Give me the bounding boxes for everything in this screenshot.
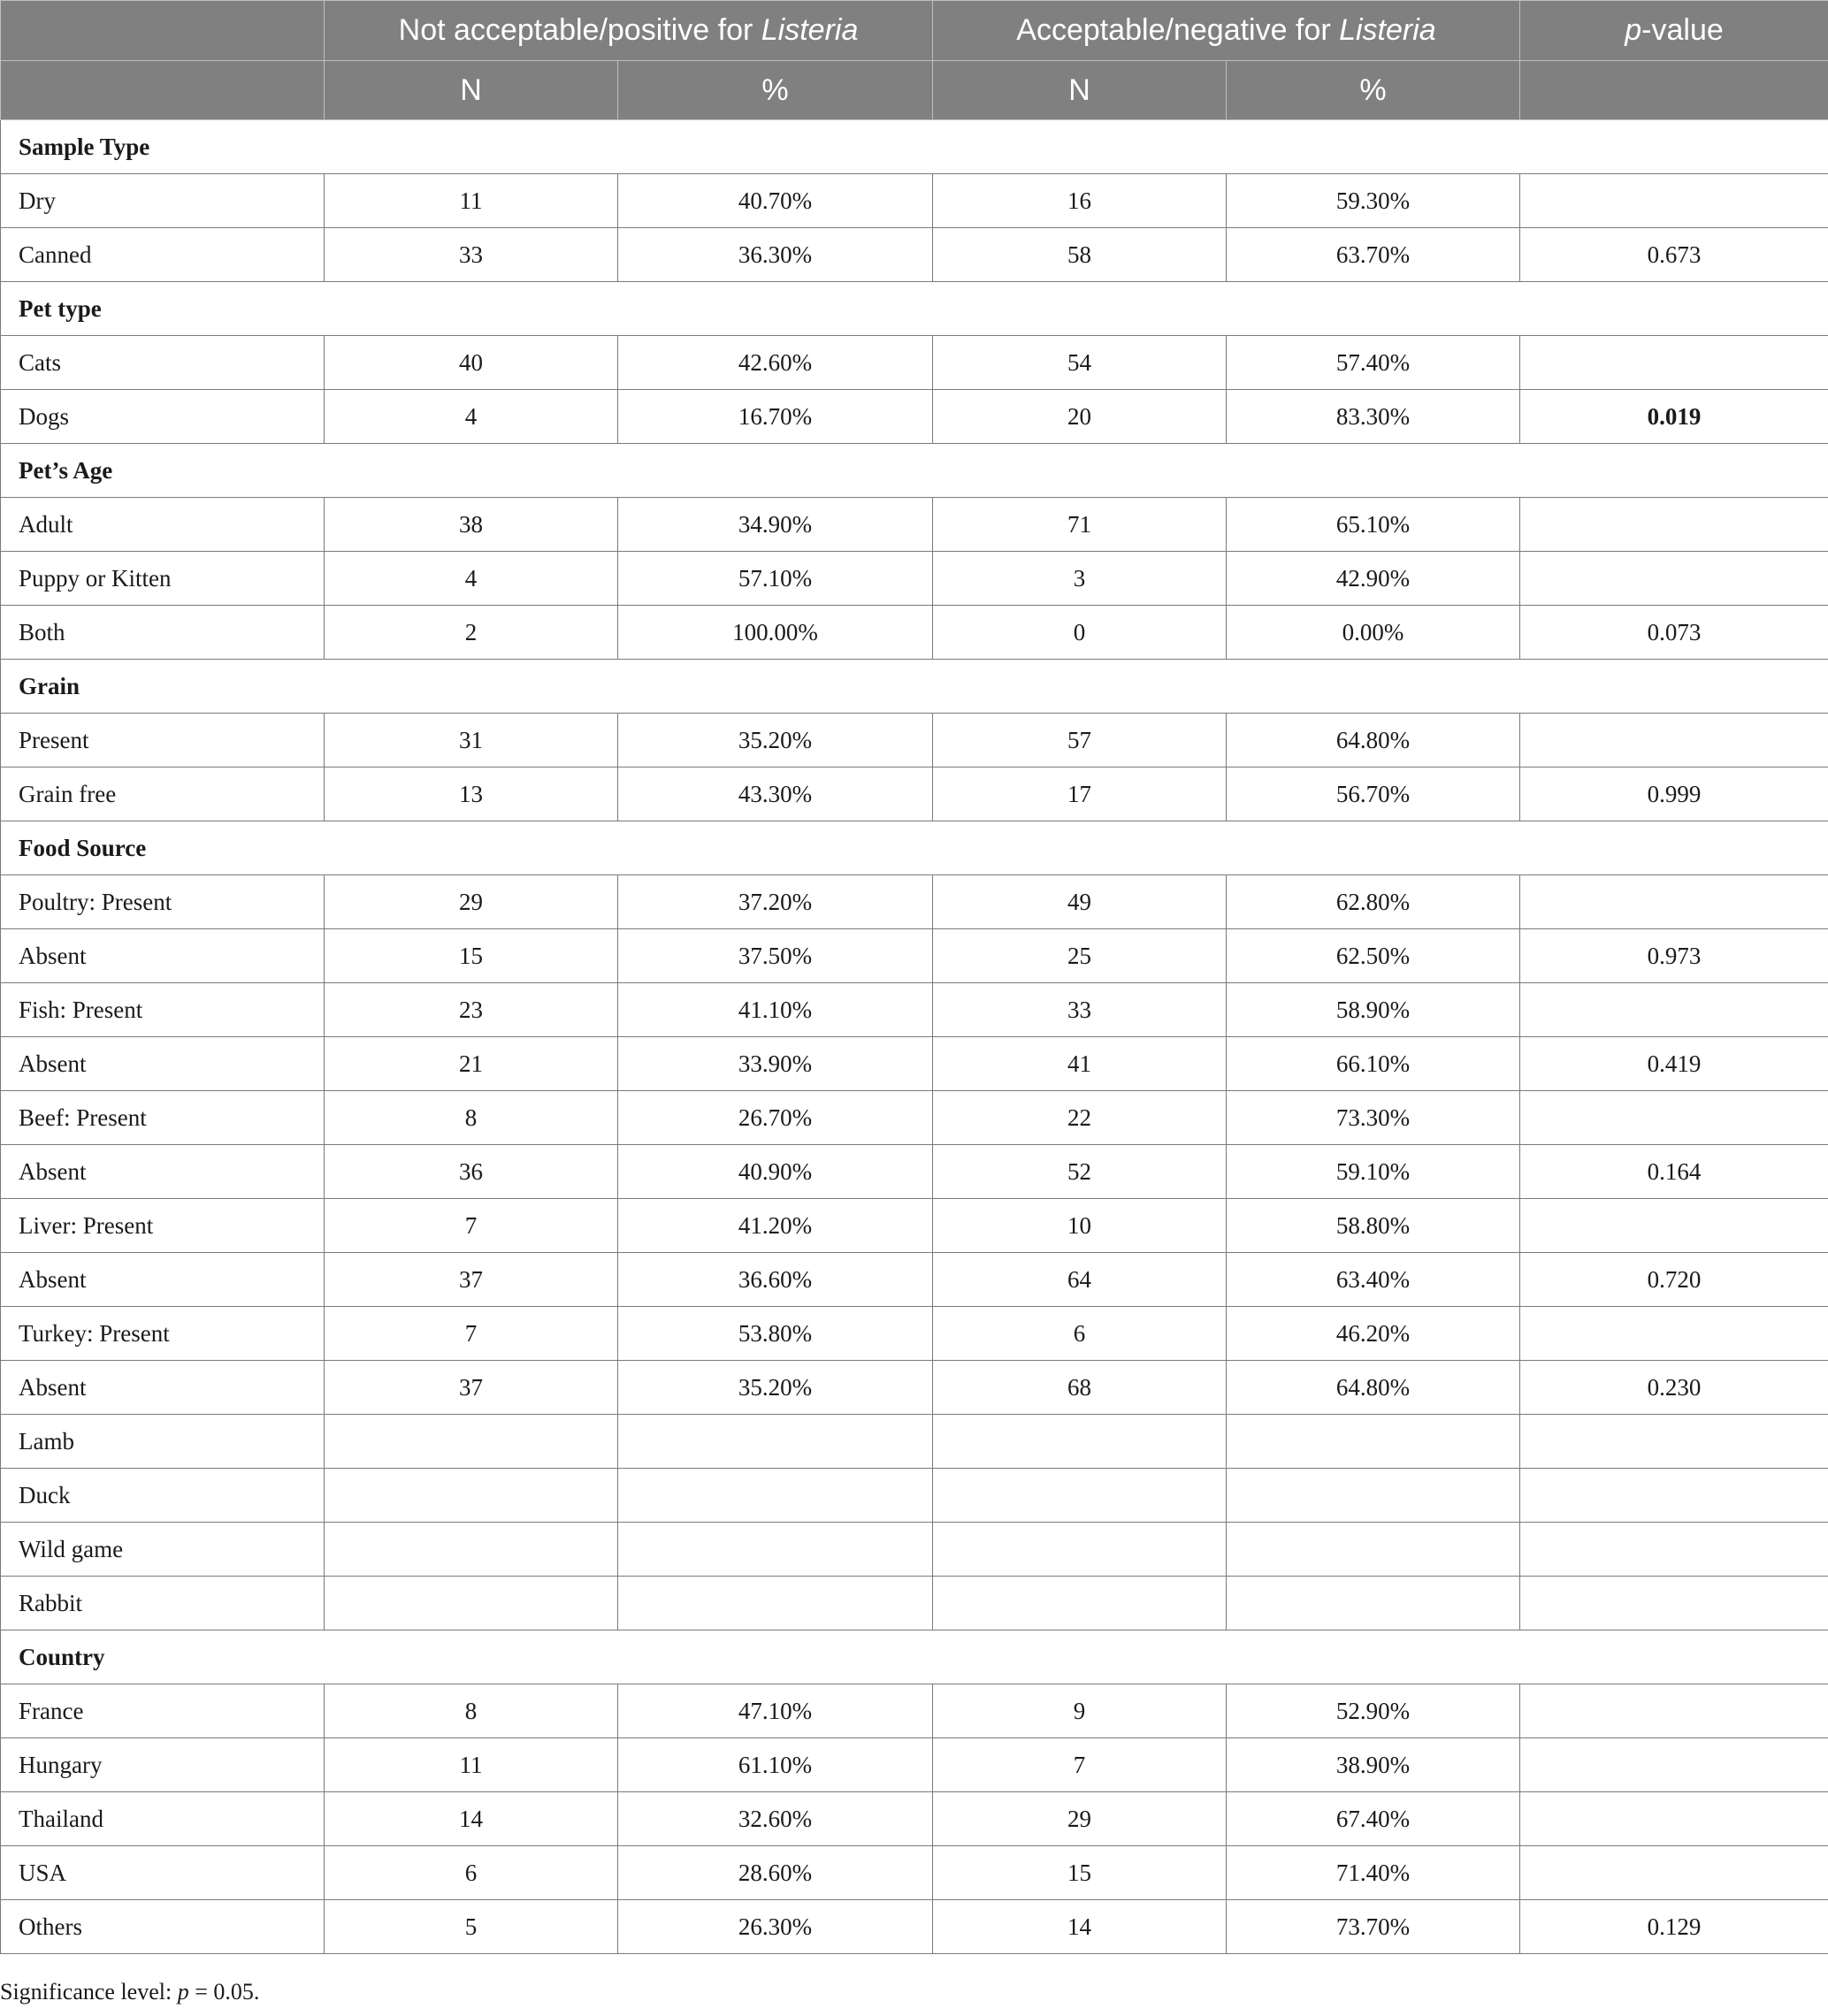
- row-label-cell: Wild game: [1, 1523, 325, 1577]
- percent-not-acceptable-cell: 37.20%: [618, 875, 933, 929]
- section-label: Food Source: [1, 821, 1828, 875]
- count-not-acceptable-cell: 23: [325, 983, 618, 1037]
- section-header-row: [1, 821, 1828, 875]
- count-acceptable-cell: 58: [933, 228, 1227, 282]
- percent-acceptable-cell: 0.00%: [1227, 606, 1520, 660]
- p-value-cell: 0.073: [1520, 606, 1828, 660]
- percent-acceptable-cell: 63.70%: [1227, 228, 1520, 282]
- count-not-acceptable-cell: [325, 1469, 618, 1523]
- count-acceptable-cell: 52: [933, 1145, 1227, 1199]
- header-n-group2: N: [933, 61, 1227, 120]
- percent-not-acceptable-cell: [618, 1577, 933, 1630]
- p-value-cell: 0.419: [1520, 1037, 1828, 1091]
- percent-acceptable-cell: [1227, 1577, 1520, 1630]
- table-row: [1, 1523, 1828, 1577]
- row-label-cell: Absent: [1, 1361, 325, 1415]
- count-not-acceptable-cell: 14: [325, 1792, 618, 1846]
- row-label-cell: Others: [1, 1900, 325, 1954]
- table-row: [1, 1361, 1828, 1415]
- section-label: Grain: [1, 660, 1828, 714]
- percent-acceptable-cell: 59.30%: [1227, 174, 1520, 228]
- count-not-acceptable-cell: 40: [325, 336, 618, 390]
- count-acceptable-cell: 41: [933, 1037, 1227, 1091]
- percent-not-acceptable-cell: 40.70%: [618, 174, 933, 228]
- count-acceptable-cell: 17: [933, 767, 1227, 821]
- percent-not-acceptable-cell: 57.10%: [618, 552, 933, 606]
- count-not-acceptable-cell: 21: [325, 1037, 618, 1091]
- percent-acceptable-cell: 83.30%: [1227, 390, 1520, 444]
- table-row: [1, 1199, 1828, 1253]
- percent-not-acceptable-cell: 28.60%: [618, 1846, 933, 1900]
- count-not-acceptable-cell: 7: [325, 1307, 618, 1361]
- row-label-cell: Dogs: [1, 390, 325, 444]
- row-label-cell: Fish: Present: [1, 983, 325, 1037]
- count-not-acceptable-cell: 33: [325, 228, 618, 282]
- row-label-cell: Puppy or Kitten: [1, 552, 325, 606]
- percent-acceptable-cell: 46.20%: [1227, 1307, 1520, 1361]
- row-label-cell: Beef: Present: [1, 1091, 325, 1145]
- row-label-cell: Adult: [1, 498, 325, 552]
- table-row: [1, 1577, 1828, 1630]
- table-row: [1, 1307, 1828, 1361]
- p-value-cell: 0.673: [1520, 228, 1828, 282]
- percent-not-acceptable-cell: 47.10%: [618, 1684, 933, 1738]
- count-acceptable-cell: 7: [933, 1738, 1227, 1792]
- percent-not-acceptable-cell: 53.80%: [618, 1307, 933, 1361]
- percent-acceptable-cell: 38.90%: [1227, 1738, 1520, 1792]
- percent-acceptable-cell: 58.80%: [1227, 1199, 1520, 1253]
- percent-not-acceptable-cell: 26.70%: [618, 1091, 933, 1145]
- section-label: Country: [1, 1630, 1828, 1684]
- p-value-cell: 0.973: [1520, 929, 1828, 983]
- p-value-cell: [1520, 983, 1828, 1037]
- p-value-cell: [1520, 1091, 1828, 1145]
- count-not-acceptable-cell: 29: [325, 875, 618, 929]
- table-row: [1, 228, 1828, 282]
- count-not-acceptable-cell: 7: [325, 1199, 618, 1253]
- p-value-cell: 0.720: [1520, 1253, 1828, 1307]
- count-not-acceptable-cell: 11: [325, 1738, 618, 1792]
- percent-not-acceptable-cell: 61.10%: [618, 1738, 933, 1792]
- p-value-cell: [1520, 875, 1828, 929]
- p-value-cell: [1520, 174, 1828, 228]
- count-acceptable-cell: 68: [933, 1361, 1227, 1415]
- percent-acceptable-cell: 66.10%: [1227, 1037, 1520, 1091]
- header-pct-group1: %: [618, 61, 933, 120]
- table-body: [1, 120, 1828, 1954]
- p-value-cell: [1520, 1415, 1828, 1469]
- count-acceptable-cell: 64: [933, 1253, 1227, 1307]
- section-header-row: [1, 120, 1828, 174]
- table-row: [1, 1145, 1828, 1199]
- count-acceptable-cell: 54: [933, 336, 1227, 390]
- p-value-cell: [1520, 498, 1828, 552]
- percent-acceptable-cell: 71.40%: [1227, 1846, 1520, 1900]
- header-blank-cell: [1, 1, 325, 61]
- count-acceptable-cell: 16: [933, 174, 1227, 228]
- percent-acceptable-cell: 73.30%: [1227, 1091, 1520, 1145]
- table-row: [1, 1415, 1828, 1469]
- count-acceptable-cell: 71: [933, 498, 1227, 552]
- header-row-1: [1, 1, 1828, 61]
- percent-not-acceptable-cell: 33.90%: [618, 1037, 933, 1091]
- count-acceptable-cell: 20: [933, 390, 1227, 444]
- percent-not-acceptable-cell: 16.70%: [618, 390, 933, 444]
- percent-acceptable-cell: 42.90%: [1227, 552, 1520, 606]
- count-not-acceptable-cell: 8: [325, 1091, 618, 1145]
- percent-acceptable-cell: 57.40%: [1227, 336, 1520, 390]
- row-label-cell: USA: [1, 1846, 325, 1900]
- header-blank-cell-2: [1, 61, 325, 120]
- header-pct-group2: %: [1227, 61, 1520, 120]
- count-acceptable-cell: 25: [933, 929, 1227, 983]
- row-label-cell: Liver: Present: [1, 1199, 325, 1253]
- count-not-acceptable-cell: 4: [325, 390, 618, 444]
- row-label-cell: Turkey: Present: [1, 1307, 325, 1361]
- count-acceptable-cell: 6: [933, 1307, 1227, 1361]
- p-value-cell: 0.129: [1520, 1900, 1828, 1954]
- count-acceptable-cell: 29: [933, 1792, 1227, 1846]
- table-row: [1, 174, 1828, 228]
- percent-acceptable-cell: 62.50%: [1227, 929, 1520, 983]
- percent-not-acceptable-cell: [618, 1415, 933, 1469]
- row-label-cell: Lamb: [1, 1415, 325, 1469]
- count-not-acceptable-cell: 13: [325, 767, 618, 821]
- count-acceptable-cell: 49: [933, 875, 1227, 929]
- header-row-2: [1, 61, 1828, 120]
- row-label-cell: Both: [1, 606, 325, 660]
- table-row: [1, 714, 1828, 767]
- percent-not-acceptable-cell: [618, 1523, 933, 1577]
- table-row: [1, 1792, 1828, 1846]
- row-label-cell: Duck: [1, 1469, 325, 1523]
- percent-acceptable-cell: 65.10%: [1227, 498, 1520, 552]
- count-not-acceptable-cell: 6: [325, 1846, 618, 1900]
- p-value-cell: [1520, 336, 1828, 390]
- count-not-acceptable-cell: 15: [325, 929, 618, 983]
- header-group-not-acceptable: Not acceptable/positive for Listeria: [325, 1, 933, 61]
- p-value-cell: [1520, 552, 1828, 606]
- p-value-cell: [1520, 714, 1828, 767]
- count-acceptable-cell: [933, 1523, 1227, 1577]
- percent-not-acceptable-cell: 35.20%: [618, 714, 933, 767]
- row-label-cell: Hungary: [1, 1738, 325, 1792]
- table-row: [1, 1091, 1828, 1145]
- count-not-acceptable-cell: 38: [325, 498, 618, 552]
- table-row: [1, 767, 1828, 821]
- row-label-cell: Present: [1, 714, 325, 767]
- section-header-row: [1, 444, 1828, 498]
- section-header-row: [1, 660, 1828, 714]
- percent-not-acceptable-cell: 32.60%: [618, 1792, 933, 1846]
- count-not-acceptable-cell: 5: [325, 1900, 618, 1954]
- p-value-cell: [1520, 1577, 1828, 1630]
- section-label: Sample Type: [1, 120, 1828, 174]
- percent-not-acceptable-cell: 43.30%: [618, 767, 933, 821]
- count-acceptable-cell: 33: [933, 983, 1227, 1037]
- percent-not-acceptable-cell: 40.90%: [618, 1145, 933, 1199]
- row-label-cell: Poultry: Present: [1, 875, 325, 929]
- p-value-cell: [1520, 1307, 1828, 1361]
- row-label-cell: Absent: [1, 1253, 325, 1307]
- row-label-cell: Rabbit: [1, 1577, 325, 1630]
- percent-acceptable-cell: 56.70%: [1227, 767, 1520, 821]
- table-row: [1, 1846, 1828, 1900]
- count-not-acceptable-cell: [325, 1577, 618, 1630]
- count-acceptable-cell: [933, 1577, 1227, 1630]
- count-not-acceptable-cell: 8: [325, 1684, 618, 1738]
- header-p-value: p-value: [1520, 1, 1828, 61]
- count-acceptable-cell: 10: [933, 1199, 1227, 1253]
- percent-acceptable-cell: 58.90%: [1227, 983, 1520, 1037]
- percent-not-acceptable-cell: 36.60%: [618, 1253, 933, 1307]
- count-acceptable-cell: 57: [933, 714, 1227, 767]
- p-value-cell: [1520, 1792, 1828, 1846]
- significance-footnote: Significance level: p = 0.05.: [0, 1979, 260, 2005]
- percent-acceptable-cell: 59.10%: [1227, 1145, 1520, 1199]
- row-label-cell: Canned: [1, 228, 325, 282]
- header-blank-cell-3: [1520, 61, 1828, 120]
- percent-acceptable-cell: [1227, 1415, 1520, 1469]
- p-value-cell: [1520, 1523, 1828, 1577]
- percent-not-acceptable-cell: 34.90%: [618, 498, 933, 552]
- percent-acceptable-cell: 63.40%: [1227, 1253, 1520, 1307]
- row-label-cell: Absent: [1, 1037, 325, 1091]
- count-not-acceptable-cell: [325, 1523, 618, 1577]
- percent-not-acceptable-cell: 37.50%: [618, 929, 933, 983]
- count-acceptable-cell: 14: [933, 1900, 1227, 1954]
- section-header-row: [1, 1630, 1828, 1684]
- header-n-group1: N: [325, 61, 618, 120]
- count-not-acceptable-cell: 37: [325, 1253, 618, 1307]
- p-value-cell: [1520, 1738, 1828, 1792]
- percent-acceptable-cell: 52.90%: [1227, 1684, 1520, 1738]
- header-group-acceptable: Acceptable/negative for Listeria: [933, 1, 1520, 61]
- percent-not-acceptable-cell: 36.30%: [618, 228, 933, 282]
- row-label-cell: France: [1, 1684, 325, 1738]
- table-row: [1, 1037, 1828, 1091]
- percent-acceptable-cell: 64.80%: [1227, 714, 1520, 767]
- table-row: [1, 929, 1828, 983]
- count-not-acceptable-cell: 11: [325, 174, 618, 228]
- section-label: Pet’s Age: [1, 444, 1828, 498]
- percent-not-acceptable-cell: 100.00%: [618, 606, 933, 660]
- count-acceptable-cell: 15: [933, 1846, 1227, 1900]
- table-row: [1, 390, 1828, 444]
- table-row: [1, 1469, 1828, 1523]
- p-value-cell: 0.999: [1520, 767, 1828, 821]
- section-header-row: [1, 282, 1828, 336]
- row-label-cell: Grain free: [1, 767, 325, 821]
- count-not-acceptable-cell: 4: [325, 552, 618, 606]
- table-row: [1, 1684, 1828, 1738]
- table-row: [1, 552, 1828, 606]
- table-row: [1, 875, 1828, 929]
- section-label: Pet type: [1, 282, 1828, 336]
- percent-not-acceptable-cell: 35.20%: [618, 1361, 933, 1415]
- count-not-acceptable-cell: 36: [325, 1145, 618, 1199]
- table-row: [1, 1253, 1828, 1307]
- table-row: [1, 983, 1828, 1037]
- header-group2-organism: Listeria: [1339, 13, 1436, 47]
- row-label-cell: Cats: [1, 336, 325, 390]
- p-value-cell: 0.164: [1520, 1145, 1828, 1199]
- percent-acceptable-cell: 62.80%: [1227, 875, 1520, 929]
- table-row: [1, 1900, 1828, 1954]
- row-label-cell: Dry: [1, 174, 325, 228]
- p-value-cell: [1520, 1199, 1828, 1253]
- table-row: [1, 1738, 1828, 1792]
- percent-acceptable-cell: 73.70%: [1227, 1900, 1520, 1954]
- percent-acceptable-cell: [1227, 1523, 1520, 1577]
- p-value-cell: [1520, 1846, 1828, 1900]
- percent-not-acceptable-cell: [618, 1469, 933, 1523]
- row-label-cell: Thailand: [1, 1792, 325, 1846]
- p-value-cell: 0.019: [1520, 390, 1828, 444]
- count-acceptable-cell: [933, 1469, 1227, 1523]
- count-acceptable-cell: 22: [933, 1091, 1227, 1145]
- count-acceptable-cell: 3: [933, 552, 1227, 606]
- percent-acceptable-cell: 67.40%: [1227, 1792, 1520, 1846]
- count-not-acceptable-cell: [325, 1415, 618, 1469]
- count-not-acceptable-cell: 2: [325, 606, 618, 660]
- table-row: [1, 498, 1828, 552]
- row-label-cell: Absent: [1, 929, 325, 983]
- count-acceptable-cell: 0: [933, 606, 1227, 660]
- p-value-cell: 0.230: [1520, 1361, 1828, 1415]
- count-not-acceptable-cell: 31: [325, 714, 618, 767]
- p-value-cell: [1520, 1684, 1828, 1738]
- header-group1-organism: Listeria: [761, 13, 859, 47]
- p-value-cell: [1520, 1469, 1828, 1523]
- count-acceptable-cell: 9: [933, 1684, 1227, 1738]
- percent-not-acceptable-cell: 41.20%: [618, 1199, 933, 1253]
- table-row: [1, 606, 1828, 660]
- percent-not-acceptable-cell: 42.60%: [618, 336, 933, 390]
- percent-acceptable-cell: [1227, 1469, 1520, 1523]
- percent-not-acceptable-cell: 41.10%: [618, 983, 933, 1037]
- table-row: [1, 336, 1828, 390]
- count-acceptable-cell: [933, 1415, 1227, 1469]
- count-not-acceptable-cell: 37: [325, 1361, 618, 1415]
- row-label-cell: Absent: [1, 1145, 325, 1199]
- percent-acceptable-cell: 64.80%: [1227, 1361, 1520, 1415]
- percent-not-acceptable-cell: 26.30%: [618, 1900, 933, 1954]
- table-header: [1, 1, 1828, 120]
